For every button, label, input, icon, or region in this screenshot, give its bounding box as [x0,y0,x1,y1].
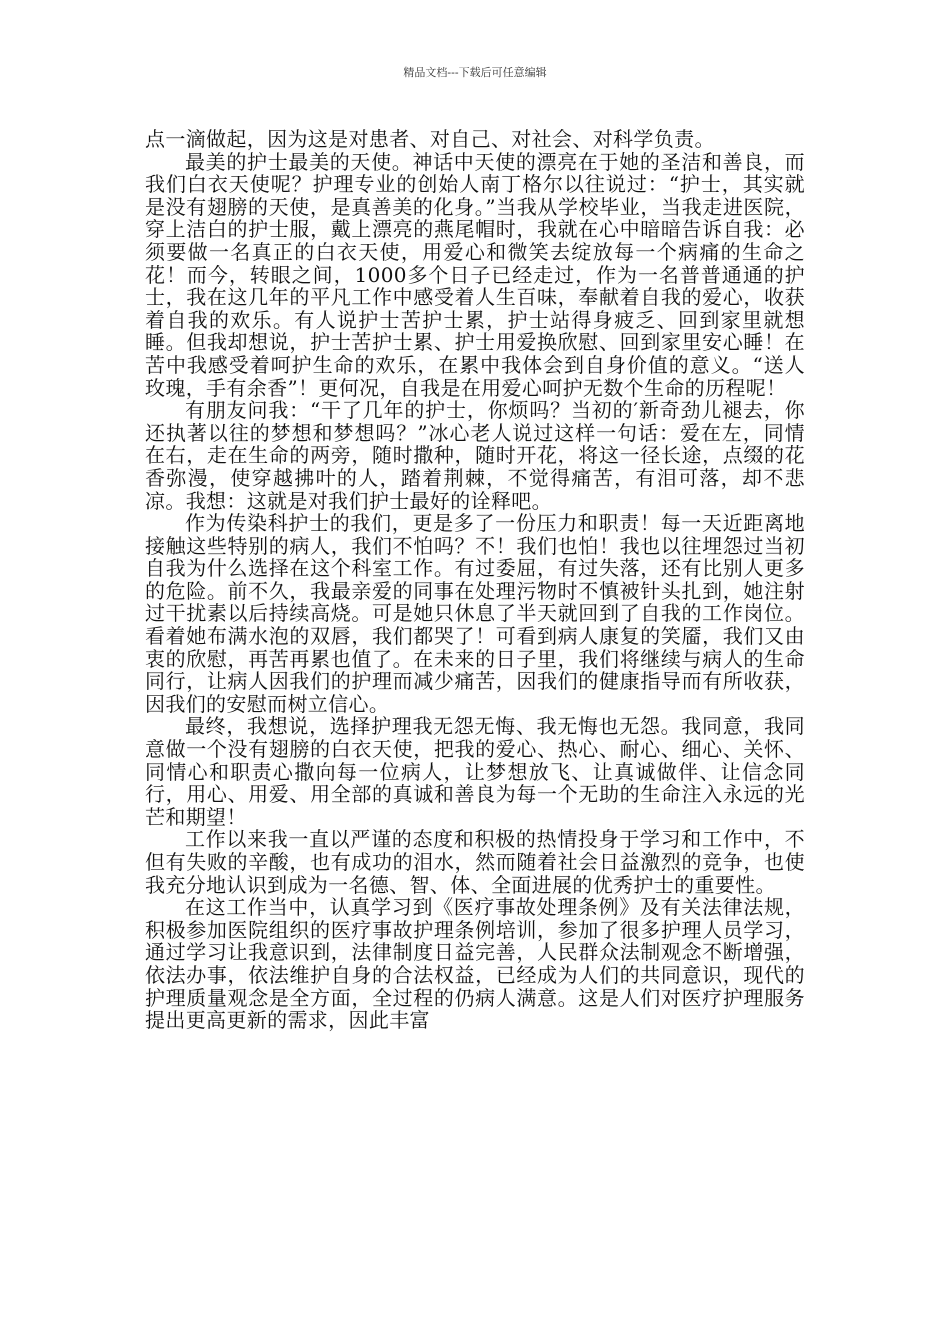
paragraph: 有朋友问我：“干了几年的护士，你烦吗？当初的′新奇劲儿褪去，你还执著以往的梦想和梦想吗？”冰心老人说过这样一句话：爱在左，同情在右，走在生命的两旁，随时撒种，随时开花，将这一径长途，点缀的花香弥漫，使穿越拂叶的人，踏着荆棘，不觉得痛苦，有泪可落，却不悲凉。我想：这就是对我们护士最好的诠释吧。 [145,398,805,513]
paragraph: 最美的护士最美的天使。神话中天使的漂亮在于她的圣洁和善良，而我们白衣天使呢？护理专业的创始人南丁格尔以往说过：“护士，其实就是没有翅膀的天使，是真善美的化身。”当我从学校毕业，当我走进医院，穿上洁白的护士服，戴上漂亮的燕尾帽时，我就在心中暗暗告诉自我：必须要做一名真正的白衣天使，用爱心和微笑去绽放每一个病痛的生命之花！而今，转眼之间，1000多个日子已经走过，作为一名普普通通的护士，我在这几年的平凡工作中感受着人生百味，奉献着自我的爱心，收获着自我的欢乐。有人说护士苦护士累，护士站得身疲乏、回到家里就想睡。但我却想说，护士苦护士累、护士用爱换欣慰、回到家里安心睡！在苦中我感受着呵护生命的欢乐，在累中我体会到自身价值的意义。“送人玫瑰，手有余香”！更何况，自我是在用爱心呵护无数个生命的历程呢！ [145,149,805,400]
paragraph-continued: 点一滴做起，因为这是对患者、对自己、对社会、对科学负责。 [145,127,715,151]
paragraph: 在这工作当中，认真学习到《医疗事故处理条例》及有关法律法规，积极参加医院组织的医疗事故护理条例培训，参加了很多护理人员学习，通过学习让我意识到，法律制度日益完善，人民群众法制观念不断增强，依法办事，依法维护自身的合法权益，已经成为人们的共同意识，现代的护理质量观念是全方面，全过程的仍病人满意。这是人们对医疗护理服务提出更高更新的需求，因此丰富 [145,895,805,1033]
document-body [145,128,805,1032]
paragraph: 最终，我想说，选择护理我无怨无悔、我无悔也无怨。我同意，我同意做一个没有翅膀的白衣天使，把我的爱心、热心、耐心、细心、关怀、同情心和职责心撒向每一位病人，让梦想放飞、让真诚做伴、让信念同行，用心、用爱、用全部的真诚和善良为每一个无助的生命注入永远的光芒和期望！ [145,714,805,829]
page-header: 精品文档---下载后可任意编辑 [403,66,547,79]
paragraph: 作为传染科护士的我们，更是多了一份压力和职责！每一天近距离地接触这些特别的病人，我们不怕吗？不！我们也怕！我也以往埋怨过当初自我为什么选择在这个科室工作。有过委屈，有过失落，还有比别人更多的危险。前不久，我最亲爱的同事在处理污物时不慎被针头扎到，她注射过干扰素以后持续高烧。可是她只休息了半天就回到了自我的工作岗位。看着她布满水泡的双唇，我们都哭了！可看到病人康复的笑靥，我们又由衷的欣慰，再苦再累也值了。在未来的日子里，我们将继续与病人的生命同行，让病人因我们的护理而减少痛苦，因我们的健康指导而有所收获，因我们的安慰而树立信心。 [145,511,805,716]
paragraph: 工作以来我一直以严谨的态度和积极的热情投身于学习和工作中，不但有失败的辛酸，也有成功的泪水，然而随着社会日益激烈的竞争，也使我充分地认识到成为一名德、智、体、全面进展的优秀护士的重要性。 [145,827,805,897]
